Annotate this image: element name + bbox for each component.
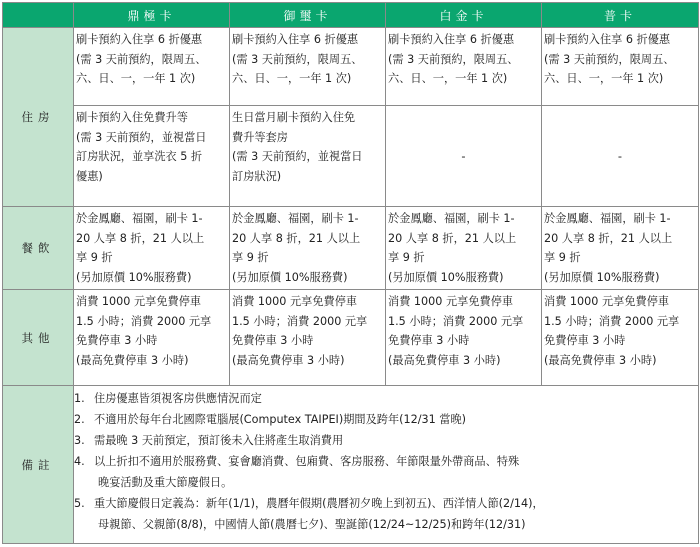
note-item: 1. 住房優惠皆須視客房供應情況而定	[74, 392, 262, 405]
note-item: 5. 重大節慶假日定義為：新年(1/1)，農曆年假期(農曆初夕晚上到初五)、西洋情人節(2/14)， 母親節、父親節(8/8)，中國情人節(農曆七夕)、聖誕節(12/24~12/25)和跨年(12/31)	[74, 497, 544, 531]
header-row	[3, 3, 699, 28]
note-item: 2. 不適用於每年台北國際電腦展(Computex TAIPEI)期間及跨年(12/31 當晚)	[74, 413, 467, 426]
table-cell: 於金鳳廳、福園，刷卡 1- 20 人享 8 折，21 人以上 享 9 折 (另加原價 10%服務費)	[230, 207, 386, 290]
note-item: 3. 需最晚 3 天前預定，預訂後未入住將產生取消費用	[74, 434, 344, 447]
table-cell: 刷卡預約入住免費升等 (需 3 天前預約，並視當日 訂房狀況，並享洗衣 5 折 優惠)	[74, 106, 230, 207]
category-notes: 備註	[3, 386, 74, 544]
row-dining	[3, 207, 699, 290]
table-cell: 刷卡預約入住享 6 折優惠 (需 3 天前預約，限周五、 六、日、一，一年 1 次)	[386, 28, 542, 106]
header-col-dingji: 鼎極卡	[74, 3, 230, 28]
table-cell: 消費 1000 元享免費停車 1.5 小時；消費 2000 元享 免費停車 3 小時 (最高免費停車 3 小時)	[386, 290, 542, 386]
table-cell: 消費 1000 元享免費停車 1.5 小時；消費 2000 元享 免費停車 3 小時 (最高免費停車 3 小時)	[74, 290, 230, 386]
card-benefits-table	[2, 2, 699, 544]
header-col-classic: 普卡	[542, 3, 699, 28]
table-cell: 消費 1000 元享免費停車 1.5 小時；消費 2000 元享 免費停車 3 小時 (最高免費停車 3 小時)	[542, 290, 699, 386]
table-cell: 消費 1000 元享免費停車 1.5 小時；消費 2000 元享 免費停車 3 小時 (最高免費停車 3 小時)	[230, 290, 386, 386]
table-cell: 刷卡預約入住享 6 折優惠 (需 3 天前預約，限周五、 六、日、一，一年 1 次)	[230, 28, 386, 106]
table-cell: 生日當月刷卡預約入住免 費升等套房 (需 3 天前預約，並視當日 訂房狀況)	[230, 106, 386, 207]
category-other: 其他	[3, 290, 74, 386]
table-cell: 於金鳳廳、福園，刷卡 1- 20 人享 8 折，21 人以上 享 9 折 (另加原價 10%服務費)	[386, 207, 542, 290]
table-cell: 於金鳳廳、福園，刷卡 1- 20 人享 8 折，21 人以上 享 9 折 (另加原價 10%服務費)	[542, 207, 699, 290]
header-corner	[3, 3, 74, 28]
note-item: 4. 以上折扣不適用於服務費、宴會廳消費、包廂費、客房服務、年節限量外帶商品、特殊 晚宴活動及重大節慶假日。	[74, 455, 520, 489]
category-dining: 餐飲	[3, 207, 74, 290]
row-lodging-discount	[3, 28, 699, 106]
empty-cell-dash: -	[386, 106, 542, 207]
table-cell: 刷卡預約入住享 6 折優惠 (需 3 天前預約，限周五、 六、日、一，一年 1 次)	[74, 28, 230, 106]
category-lodging: 住房	[3, 28, 74, 207]
empty-cell-dash: -	[542, 106, 699, 207]
table-cell: 刷卡預約入住享 6 折優惠 (需 3 天前預約，限周五、 六、日、一，一年 1 次)	[542, 28, 699, 106]
row-notes	[3, 386, 699, 544]
header-col-yuxi: 御璽卡	[230, 3, 386, 28]
notes-list	[74, 386, 698, 535]
row-other	[3, 290, 699, 386]
notes-cell	[74, 386, 699, 544]
row-lodging-upgrade	[3, 106, 699, 207]
header-col-platinum: 白金卡	[386, 3, 542, 28]
table-cell: 於金鳳廳、福園，刷卡 1- 20 人享 8 折，21 人以上 享 9 折 (另加原價 10%服務費)	[74, 207, 230, 290]
